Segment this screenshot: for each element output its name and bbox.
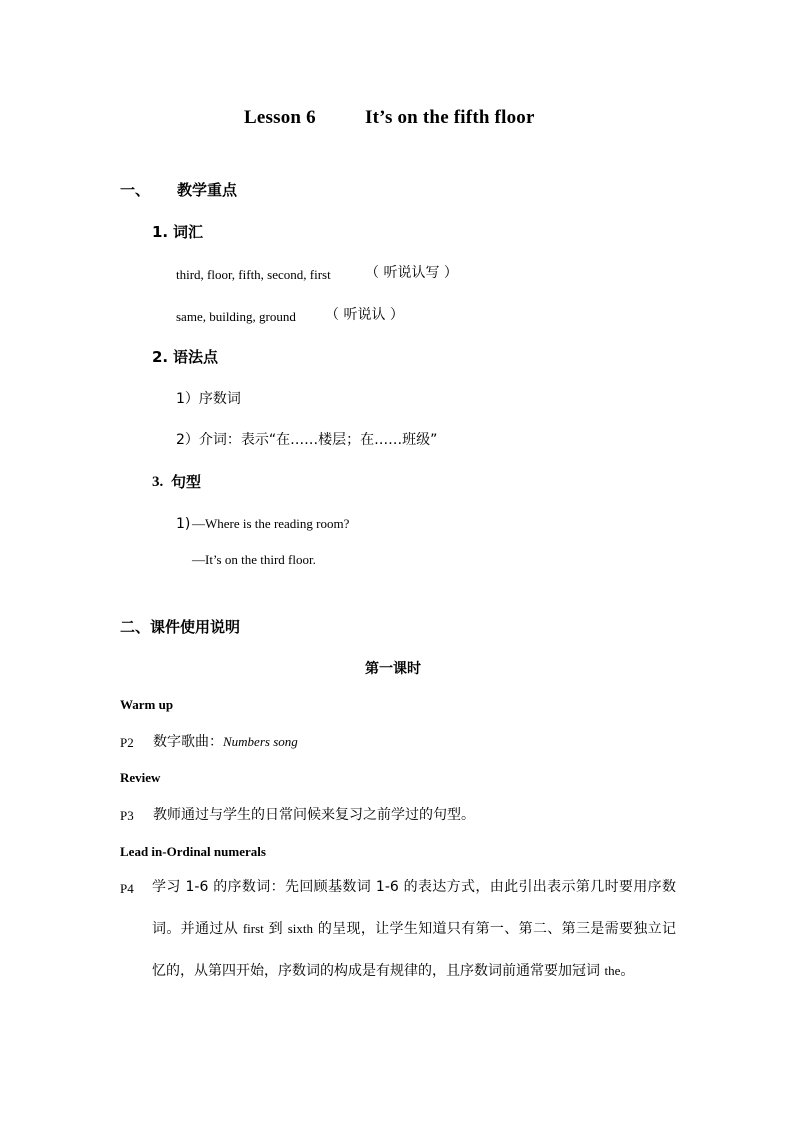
section2-heading: 二、课件使用说明	[120, 618, 241, 636]
grammar-number: 2.	[152, 348, 169, 366]
leadin-seg3: 到	[263, 921, 288, 937]
warmup-text-en: Numbers song	[223, 734, 298, 749]
leadin-seg4: sixth	[287, 921, 314, 936]
review-text: 教师通过与学生的日常问候来复习之前学过的句型。	[153, 807, 475, 823]
warmup-text-cn: 数字歌曲：	[153, 734, 223, 750]
grammar-item-1: 1）序数词	[176, 391, 241, 407]
review-label: Review	[120, 770, 161, 785]
sentence-answer: —It’s on the third floor.	[192, 552, 316, 567]
sentence-q-number: 1)	[176, 516, 191, 532]
grammar-label: 语法点	[173, 348, 219, 366]
leadin-seg6: the	[604, 963, 621, 978]
leadin-paragraph	[152, 866, 676, 992]
vocab-label: 词汇	[173, 223, 204, 241]
leadin-seg2: first	[242, 921, 264, 936]
lesson-title: It’s on the fifth floor	[365, 107, 535, 128]
vocab-line2-note: （ 听说认 ）	[325, 307, 404, 323]
vocab-line1-words: third, floor, fifth, second, first	[176, 267, 331, 282]
warmup-label: Warm up	[120, 697, 174, 712]
sentence-question: —Where is the reading room?	[192, 516, 350, 531]
sentence-number: 3.	[152, 474, 164, 490]
review-page: P3	[120, 808, 134, 823]
warmup-text	[153, 735, 298, 749]
lesson-number: Lesson 6	[244, 107, 316, 128]
leadin-page: P4	[120, 881, 134, 896]
section1-heading: 教学重点	[177, 181, 238, 199]
lesson-period-label: 第一课时	[365, 661, 421, 677]
leadin-seg1: 学习 1-6 的序数词：先回顾基数词 1-6 的表达方式，由此引出表示第几时要用序数词。并通过从	[152, 879, 676, 937]
vocab-line1-note: （ 听说认写 ）	[365, 265, 458, 281]
sentence-label: 句型	[171, 473, 202, 491]
vocab-line2-words: same, building, ground	[176, 309, 296, 324]
leadin-label: Lead in-Ordinal numerals	[120, 844, 266, 859]
warmup-page: P2	[120, 735, 134, 750]
grammar-item-2: 2）介词：表示“在……楼层；在……班级”	[176, 432, 438, 448]
vocab-number: 1.	[152, 223, 169, 241]
leadin-seg5: 的呈现，让学生知道只有第一、第二、第三是需要独立记忆的，从第四开始，序数词的构成是有规律的，且序数词前通常要加冠词	[152, 921, 677, 979]
section1-number: 一、	[120, 181, 151, 199]
leadin-seg7: 。	[620, 963, 635, 979]
